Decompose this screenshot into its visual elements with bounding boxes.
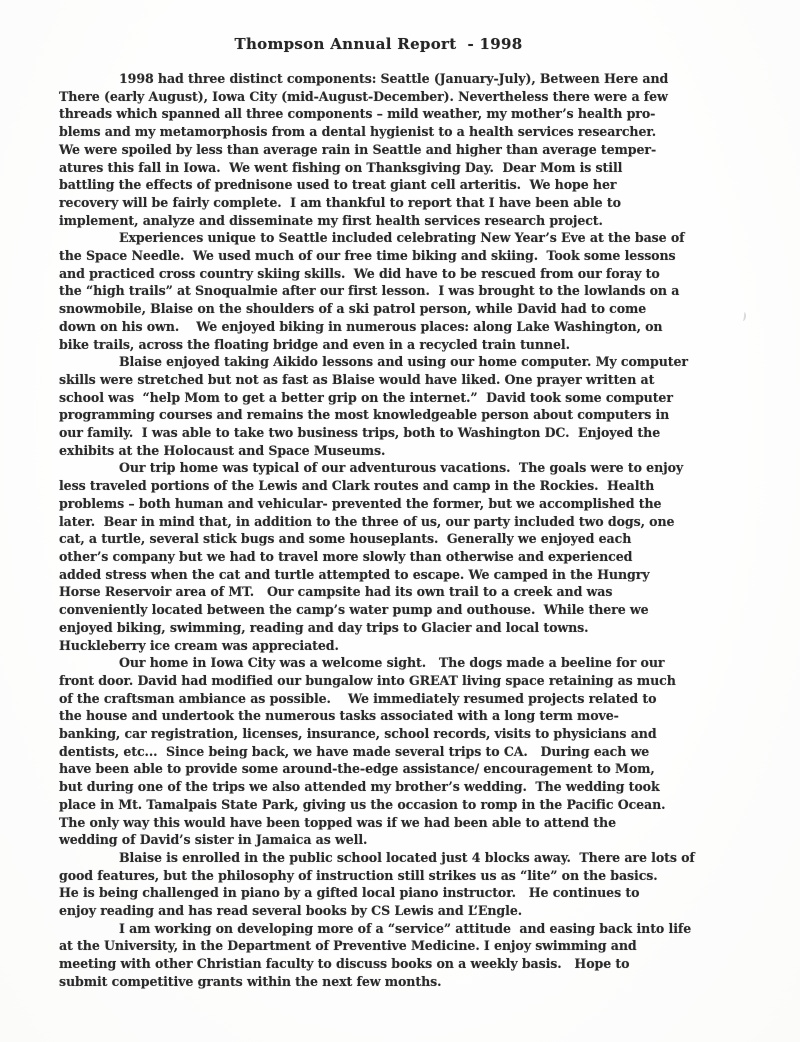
paragraph-line: other’s company but we had to travel more slowly than otherwise and experienced	[59, 548, 633, 564]
paragraph-line: enjoyed biking, swimming, reading and day trips to Glacier and local towns.	[59, 619, 589, 635]
paragraph-line: I am working on developing more of a “service” attitude and easing back into life	[119, 920, 692, 936]
paragraph-line: Blaise enjoyed taking Aikido lessons and using our home computer. My computer	[119, 354, 688, 370]
paragraph-line: wedding of David’s sister in Jamaica as well.	[59, 832, 368, 848]
paragraph-line: exhibits at the Holocaust and Space Museums.	[59, 442, 386, 458]
paragraph-line: school was “help Mom to get a better grip on the internet.” David took some computer	[59, 389, 673, 405]
paragraph	[59, 654, 759, 849]
paragraph-line: Our home in Iowa City was a welcome sight. The dogs made a beeline for our	[119, 655, 665, 671]
paragraph-line: of the craftsman ambiance as possible. We immediately resumed projects related to	[59, 690, 657, 706]
paragraph-line: dentists, etc... Since being back, we have made several trips to CA. During each we	[59, 743, 650, 759]
paragraph-line: meeting with other Christian faculty to discuss books on a weekly basis. Hope to	[59, 956, 630, 972]
paragraph-line: snowmobile, Blaise on the shoulders of a ski patrol person, while David had to come	[59, 301, 647, 317]
paragraph-line: the Space Needle. We used much of our free time biking and skiing. Took some lessons	[59, 248, 676, 264]
paragraph-line: Experiences unique to Seattle included celebrating New Year’s Eve at the base of	[119, 230, 685, 246]
paragraph-line: but during one of the trips we also attended my brother’s wedding. The wedding took	[59, 779, 660, 795]
paragraph-line: our family. I was able to take two business trips, both to Washington DC. Enjoyed the	[59, 425, 661, 441]
paragraph-line: The only way this would have been topped was if we had been able to attend the	[59, 814, 616, 830]
paragraph-line: enjoy reading and has read several books by CS Lewis and L’Engle.	[59, 903, 523, 919]
paragraph-line: down on his own. We enjoyed biking in numerous places: along Lake Washington, on	[59, 318, 663, 334]
paragraph-line: and practiced cross country skiing skills. We did have to be rescued from our foray to	[59, 265, 660, 281]
paragraph	[59, 70, 759, 229]
paragraph-line: threads which spanned all three components – mild weather, my mother’s health pro-	[59, 106, 656, 122]
document-body	[59, 70, 759, 991]
paragraph-line: later. Bear in mind that, in addition to the three of us, our party included two dogs, one	[59, 513, 675, 529]
paragraph-line: programming courses and remains the most knowledgeable person about computers in	[59, 407, 670, 423]
paragraph-line: He is being challenged in piano by a gifted local piano instructor. He continues to	[59, 885, 640, 901]
paragraph-line: less traveled portions of the Lewis and Clark routes and camp in the Rockies. Health	[59, 478, 655, 494]
paragraph-line: submit competitive grants within the next few months.	[59, 973, 442, 989]
paragraph-line: place in Mt. Tamalpais State Park, giving us the occasion to romp in the Pacific Ocean.	[59, 796, 666, 812]
paragraph-line: banking, car registration, licenses, insurance, school records, visits to physicians and	[59, 726, 657, 742]
paragraph	[59, 920, 759, 991]
paragraph-line: blems and my metamorphosis from a dental hygienist to a health services researcher.	[59, 124, 657, 140]
paragraph-line: the house and undertook the numerous tasks associated with a long term move-	[59, 708, 619, 724]
paragraph-line: the “high trails” at Snoqualmie after our first lesson. I was brought to the lowlands on a	[59, 283, 680, 299]
paragraph-line: Our trip home was typical of our adventurous vacations. The goals were to enjoy	[119, 460, 684, 476]
paragraph-line: bike trails, across the floating bridge and even in a recycled train tunnel.	[59, 336, 570, 352]
paragraph-line: Huckleberry ice cream was appreciated.	[59, 637, 339, 653]
paragraph	[59, 849, 759, 920]
paragraph-line: Blaise is enrolled in the public school located just 4 blocks away. There are lots of	[119, 849, 695, 865]
paragraph	[59, 353, 759, 459]
paragraph-line: There (early August), Iowa City (mid-August-December). Nevertheless there were a few	[59, 88, 668, 104]
paragraph-line: at the University, in the Department of Preventive Medicine. I enjoy swimming and	[59, 938, 637, 954]
paragraph-line: 1998 had three distinct components: Seattle (January-July), Between Here and	[119, 71, 669, 86]
paragraph	[59, 229, 759, 353]
paragraph-line: battling the effects of prednisone used to treat giant cell arteritis. We hope her	[59, 177, 617, 193]
paragraph-line: front door. David had modified our bungalow into GREAT living space retaining as much	[59, 672, 676, 688]
page-title: Thompson Annual Report - 1998	[234, 35, 523, 53]
paragraph-line: atures this fall in Iowa. We went fishing on Thanksgiving Day. Dear Mom is still	[59, 159, 623, 175]
paragraph-line: Horse Reservoir area of MT. Our campsite had its own trail to a creek and was	[59, 584, 613, 600]
paragraph-line: problems – both human and vehicular- prevented the former, but we accomplished the	[59, 495, 662, 511]
paragraph-line: cat, a turtle, several stick bugs and some houseplants. Generally we enjoyed each	[59, 531, 632, 547]
paragraph-line: good features, but the philosophy of instruction still strikes us as “lite” on the basics.	[59, 867, 658, 883]
paragraph-line: conveniently located between the camp’s water pump and outhouse. While there we	[59, 602, 649, 618]
paragraph-line: recovery will be fairly complete. I am thankful to report that I have been able to	[59, 194, 621, 210]
paragraph-line: added stress when the cat and turtle attempted to escape. We camped in the Hungry	[59, 566, 650, 582]
paragraph-line: implement, analyze and disseminate my first health services research project.	[59, 212, 603, 228]
paragraph-line: We were spoiled by less than average rain in Seattle and higher than average temper-	[59, 141, 657, 157]
paragraph	[59, 459, 759, 654]
paragraph-line: skills were stretched but not as fast as Blaise would have liked. One prayer written at	[59, 371, 655, 387]
paragraph-line: have been able to provide some around-the-edge assistance/ encouragement to Mom,	[59, 761, 655, 777]
